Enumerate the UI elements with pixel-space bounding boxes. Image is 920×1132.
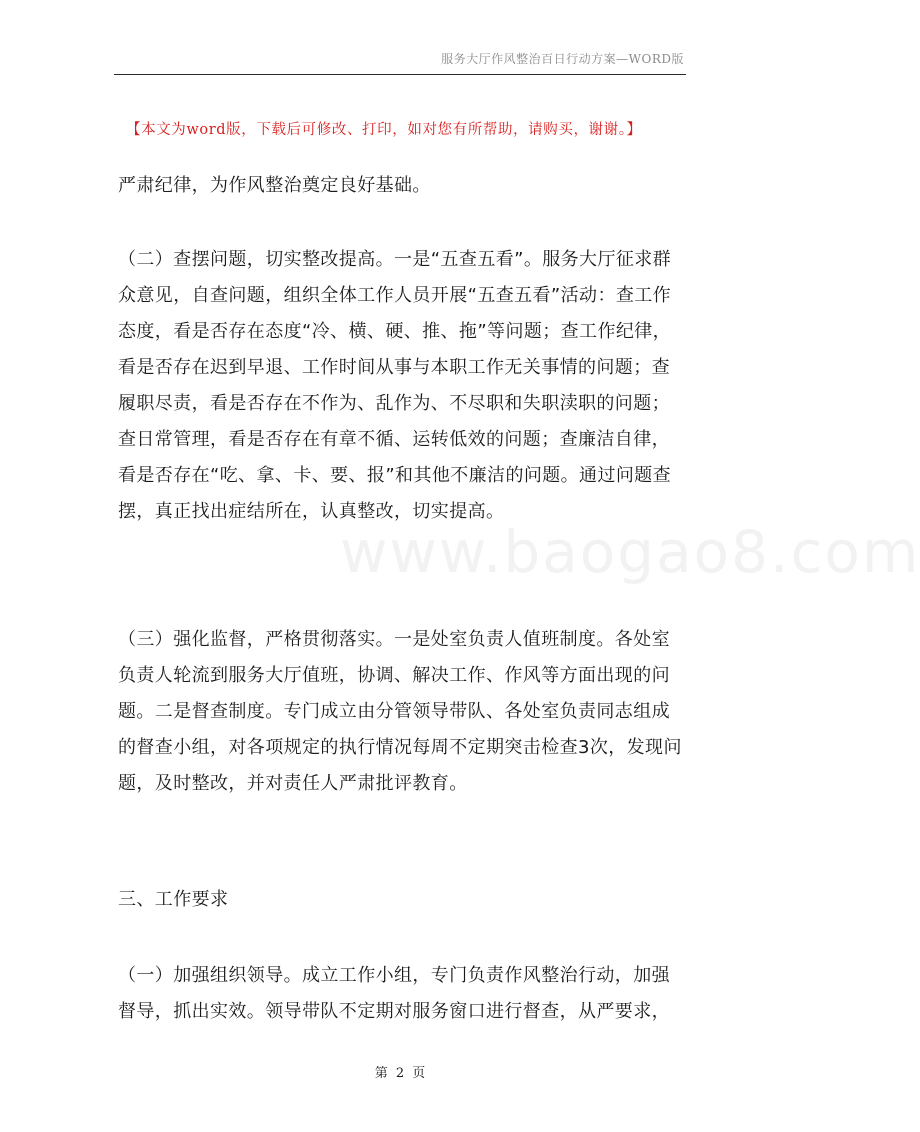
download-notice: 【本文为word版，下载后可修改、打印，如对您有所帮助，请购买，谢谢。】 — [126, 122, 642, 138]
paragraph-organization: （一）加强组织领导。成立工作小组，专门负责作风整治行动，加强督导，抓出实效。领导带队不定期对服务窗口进行督查，从严要求， — [118, 965, 670, 1022]
watermark: www.baogao8.com — [340, 518, 920, 586]
header-divider — [114, 74, 686, 75]
paragraph-supervision: （三）强化监督，严格贯彻落实。一是处室负责人值班制度。各处室负责人轮流到服务大厅值班，协调、解决工作、作风等方面出现的问题。二是督查制度。专门成立由分管领导带队、各处室负责同志组成的督查小组，对各项规定的执行情况每周不定期突击检查3次，发现问题，及时整改，并对责任人严肃批评教育。 — [118, 629, 682, 794]
page-footer — [0, 1062, 800, 1081]
footer-suffix: 页 — [412, 1066, 426, 1081]
page-header-title: 服务大厅作风整治百日行动方案—WORD版 — [441, 52, 684, 66]
paragraph-continuation: 严肃纪律，为作风整治奠定良好基础。 — [118, 175, 431, 196]
section-heading-work-requirements: 三、工作要求 — [118, 889, 229, 910]
footer-prefix: 第 — [374, 1066, 388, 1081]
footer-page-number: 2 — [395, 1066, 405, 1081]
paragraph-inspection: （二）查摆问题，切实整改提高。一是“五查五看”。服务大厅征求群众意见，自查问题，组织全体工作人员开展“五查五看”活动：查工作态度，看是否存在态度“冷、横、硬、推、拖”等问题；查工作纪律，看是否存在迟到早退、工作时间从事与本职工作无关事情的问题；查履职尽责，看是否存在不作为、乱作为、不尽职和失职渎职的问题；查日常管理，看是否存在有章不循、运转低效的问题；查廉洁自律，看是否存在“吃、拿、卡、要、报”和其他不廉洁的问题。通过问题查摆，真正找出症结所在，认真整改，切实提高。 — [118, 249, 672, 522]
